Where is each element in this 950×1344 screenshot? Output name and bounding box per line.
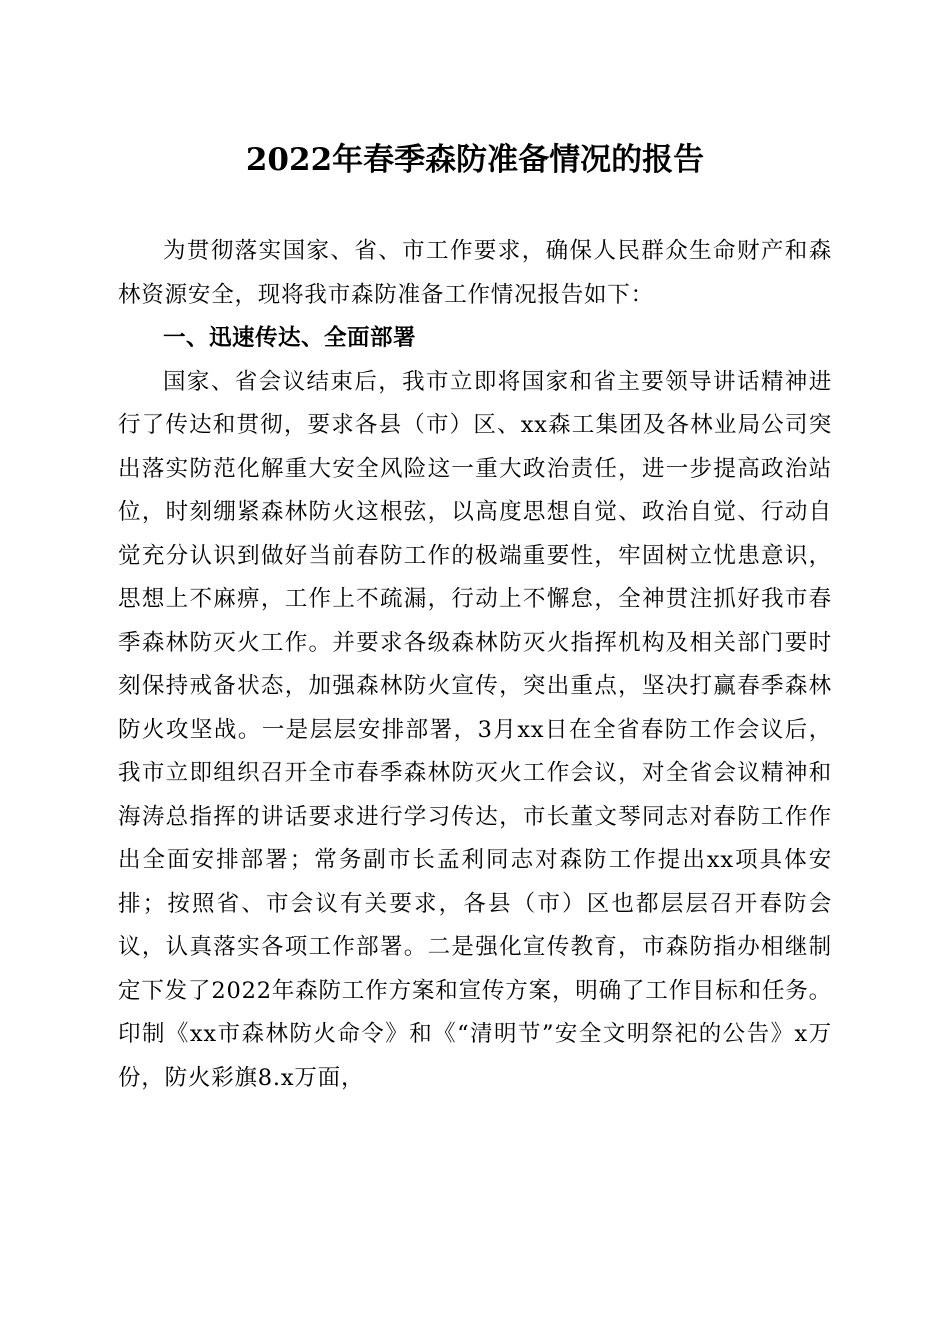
intro-paragraph: 为贯彻落实国家、省、市工作要求，确保人民群众生命财产和森林资源安全，现将我市森防准备工作情况报告如下： — [118, 238, 832, 308]
document-page — [118, 0, 832, 1344]
document-body — [118, 230, 832, 1100]
document-title: 2022年春季森防准备情况的报告 — [245, 142, 705, 178]
section-heading-1: 一、迅速传达、全面部署 — [163, 325, 417, 351]
section-1-paragraph: 国家、省会议结束后，我市立即将国家和省主要领导讲话精神进行了传达和贯彻，要求各县（市）区、xx森工集团及各林业局公司突出落实防范化解重大安全风险这一重大政治责任，进一步提高政治站位，时刻绷紧森林防火这根弦，以高度思想自觉、政治自觉、行动自觉充分认识到做好当前春防工作的极端重要性，牢固树立忧患意识，思想上不麻痹，工作上不疏漏，行动上不懈怠，全神贯注抓好我市春季森林防灭火工作。并要求各级森林防灭火指挥机构及相关部门要时刻保持戒备状态，加强森林防火宣传，突出重点，坚决打赢春季森林防火攻坚战。一是层层安排部署，3月xx日在全省春防工作会议后，我市立即组织召开全市春季森林防灭火工作会议，对全省会议精神和海涛总指挥的讲话要求进行学习传达，市长董文琴同志对春防工作作出全面安排部署；常务副市长孟利同志对森防工作提出xx项具体安排；按照省、市会议有关要求，各县（市）区也都层层召开春防会议，认真落实各项工作部署。二是强化宣传教育，市森防指办相继制定下发了2022年森防工作方案和宣传方案，明确了工作目标和任务。印制《xx市森林防火命令》和《“清明节”安全文明祭祀的公告》x万份，防火彩旗8.x万面， — [118, 368, 832, 1091]
